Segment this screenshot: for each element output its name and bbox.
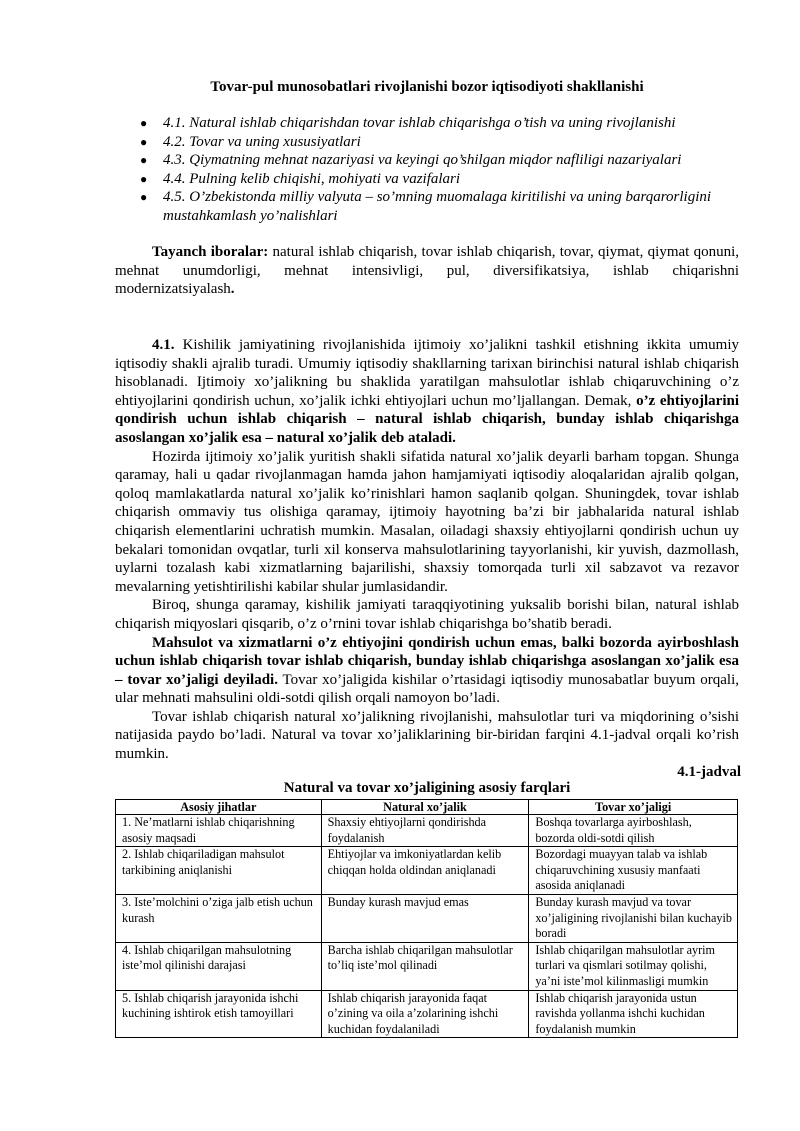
table-header-row: [116, 800, 738, 815]
topic-item: ● 4.1. Natural ishlab chiqarishdan tovar ishlab chiqarishga o’tish va uning rivojlanishi: [140, 115, 676, 131]
table-row: [116, 847, 738, 895]
table-cell: Ehtiyojlar va imkoniyatlardan kelib chiqqan holda oldindan aniqlanadi: [321, 847, 529, 895]
paragraph: 4.1. Kishilik jamiyatining rivojlanishida ijtimoiy xo’jalikni tashkil etishning ikkita umumiy iqtisodiy shakli ajralib turadi. Umumiy iqtisodiy shakllarning tarixan birinchisi natural ishlab chiqarish hisoblanadi. Ijtimoiy xo’jalikning bu shaklida yaratilgan mahsulotlar ishlab chiqaruvchining o’z ehtiyojlarini qondirish uchun, xo’jalik ichki ehtiyojlari uchun mo’ljallangan. Demak, o’z ehtiyojlarini qondirish uchun ishlab chiqarish – natural ishlab chiqarish, bunday ishlab chiqarishga asoslangan xo’jalik esa – natural xo’jalik deb ataladi.: [115, 337, 739, 446]
table-cell: 3. Iste’molchini o’ziga jalb etish uchun kurash: [116, 894, 322, 942]
table-title: Natural va tovar xo’jaligining asosiy farqlari: [283, 780, 571, 796]
topic-list: [115, 114, 739, 225]
keywords-line: mehnat unumdorligi, mehnat intensivligi, pul, diversifikatsiya, ishlab chiqarishni: [115, 262, 739, 279]
table-cell: Ishlab chiqarilgan mahsulotlar ayrim turlari va qismlari sotilmay qolishi, ya’ni iste’mol kilinmasligi mumkin: [529, 942, 738, 990]
table-cell: Bunday kurash mavjud va tovar xo’jaligining rivojlanishi bilan kuchayib boradi: [529, 894, 738, 942]
table-cell: 4. Ishlab chiqarilgan mahsulotning iste’mol qilinishi darajasi: [116, 942, 322, 990]
table-row: [116, 990, 738, 1038]
bullet-icon: ●: [140, 153, 148, 167]
paragraph: Mahsulot va xizmatlarni o’z ehtiyojini qondirish uchun emas, balki bozorda ayirboshlash uchun ishlab chiqarish tovar ishlab chiqarish, bunday ishlab chiqarishga asoslangan xo’jalik esa – tovar xo’jaligi deyiladi. Tovar xo’jaligida kishilar o’rtasidagi iqtisodiy munosabatlar buyum orqali, ular mehnati mahsulini oldi-sotdi qilish orqali namoyon bo’ladi.: [115, 634, 739, 707]
table-header-cell: Asosiy jihatlar: [116, 800, 322, 815]
table-cell: 5. Ishlab chiqarish jarayonida ishchi kuchining ishtirok etish tamoyillari: [116, 990, 322, 1038]
section-number: 4.1.: [152, 337, 175, 353]
bullet-icon: ●: [140, 171, 148, 186]
paragraph: Hozirda ijtimoiy xo’jalik yuritish shakli sifatida natural xo’jalik deyarli barham topgan. Shunga qaramay, hali u qadar rivojlanmagan hamda jahon hamjamiyati iqtisodiy aloqalaridan ajralib qolgan, qoloq mamlakatlarda natural xo’jalik ko’rinishlari hamon saqlanib qolgan. Shuningdek, tovar ishlab chiqarish ommaviy tus olishiga qaramay, ijtimoiy hayotning ba’zi bir jabhalarida natural ishlab chiqarish elementlarini uchratish mumkin. Masalan, oiladagi shaxsiy ehtiyojlarni qondirish uchun uy bekalari tomonidan ovqatlar, turli xil konserva mahsulotlarining tayyorlanishi, kir yuvish, dazmollash, uylarni tozalash kabi xizmatlarning bajarilishi, shaxsiy tomorqada turli xil sabzavot va rezavor mevalarning yetishtirilishi kabilar shular jumlasidandir.: [115, 448, 739, 595]
paragraph: Biroq, shunga qaramay, kishilik jamiyati taraqqiyotining yuksalib borishi bilan, natural ishlab chiqarish miqyoslari qisqarib, o’z o’rnini tovar ishlab chiqarishga bo’shatib beradi.: [115, 597, 739, 632]
definition-text: Mahsulot va xizmatlarni o’z ehtiyojini qondirish uchun emas, balki bozorda ayirboshlash uchun ishlab chiqarish tovar ishlab chiqarish, bunday ishlab chiqarishga asoslangan xo’jalik esa – tovar xo’jaligi deyiladi.: [115, 634, 739, 688]
table-row: [116, 942, 738, 990]
bullet-icon: ●: [140, 134, 148, 149]
page-title: Tovar-pul munosobatlari rivojlanishi bozor iqtisodiyoti shakllanishi: [210, 79, 644, 95]
table-cell: Shaxsiy ehtiyojlarni qondirishda foydalanish: [321, 815, 529, 847]
table-cell: Ishlab chiqarish jarayonida ustun ravishda yollanma ishchi kuchidan foydalanish mumkin: [529, 990, 738, 1038]
keywords-label: Tayanch iboralar:: [152, 244, 269, 260]
table-header-cell: Natural xo’jalik: [321, 800, 529, 815]
table-cell: Bozordagi muayyan talab va ishlab chiqaruvchining xususiy manfaati asosida aniqlanadi: [529, 847, 738, 895]
table-reference: 4.1-jadval: [677, 764, 741, 780]
table-row: [116, 815, 738, 847]
main-text: [115, 336, 739, 764]
keywords-line: modernizatsiyalash.: [115, 281, 235, 298]
table-cell: Bunday kurash mavjud emas: [321, 894, 529, 942]
bullet-icon: ●: [140, 116, 148, 130]
table-cell: Boshqa tovarlarga ayirboshlash, bozorda oldi-sotdi qilish: [529, 815, 738, 847]
paragraph: Tovar ishlab chiqarish natural xo’jalikning rivojlanishi, mahsulotlar turi va miqdorining o’sishi natijasida paydo bo’ladi. Natural va tovar xo’jaliklarining bir-biridan farqini 4.1-jadval orqali ko’rish mumkin.: [115, 708, 739, 763]
table-row: [116, 894, 738, 942]
keywords-block: [115, 243, 739, 299]
table-cell: 2. Ishlab chiqariladigan mahsulot tarkibining aniqlanishi: [116, 847, 322, 895]
topic-item: ● 4.4. Pulning kelib chiqishi, mohiyati va vazifalari: [140, 170, 461, 187]
topic-item: ● 4.3. Qiymatning mehnat nazariyasi va keyingi qo’shilgan miqdor nafliligi nazariyalari: [140, 152, 682, 168]
bullet-icon: ●: [140, 190, 148, 204]
topic-item: ● 4.2. Tovar va uning xususiyatlari: [140, 133, 361, 150]
table-cell: Ishlab chiqarish jarayonida faqat o’zining va oila a’zolarining ishchi kuchidan foydalaniladi: [321, 990, 529, 1038]
topic-item: ● 4.5. O’zbekistonda milliy valyuta – so’mning muomalaga kiritilishi va uning barqarorligini mustahkamlash yo’nalishlari: [140, 189, 712, 224]
comparison-table: [115, 799, 738, 1038]
table-cell: 1. Ne’matlarni ishlab chiqarishning asosiy maqsadi: [116, 815, 322, 847]
table-header-cell: Tovar xo’jaligi: [529, 800, 738, 815]
keywords-line: Tayanch iboralar: natural ishlab chiqarish, tovar ishlab chiqarish, tovar, qiymat, qiymat qonuni,: [152, 244, 739, 260]
table-cell: Barcha ishlab chiqarilgan mahsulotlar to’liq iste’mol qilinadi: [321, 942, 529, 990]
